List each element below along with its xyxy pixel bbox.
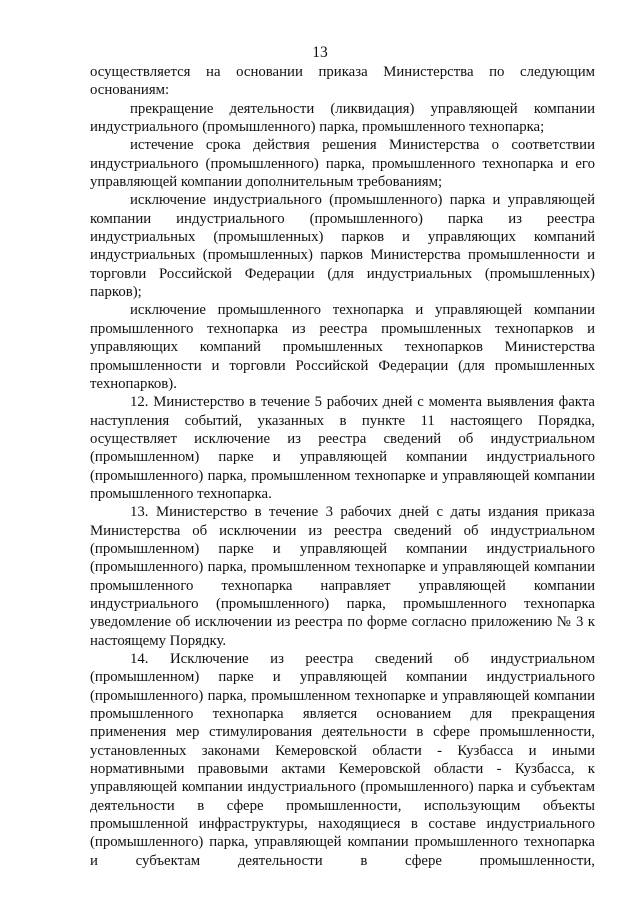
paragraph-ground-liquidation: прекращение деятельности (ликвидация) управляющей компании индустриального (промышленного) парка, промышленного технопарка; (90, 100, 595, 136)
page-number: 13 (312, 44, 328, 61)
paragraph-item-12: 12. Министерство в течение 5 рабочих дней с момента выявления факта наступления событий, указанных в пункте 11 настоящего Порядка, осуществляет исключение из реестра сведений об индустриальном (промышленном) парке и управляющей компании индустриального (промышленного) парка, промышленном технопарке и управляющей компании промышленного технопарка. (90, 394, 595, 502)
paragraph-continuation: осуществляется на основании приказа Министерства по следующим основаниям: (90, 64, 595, 99)
paragraph-item-14: 14. Исключение из реестра сведений об индустриальном (промышленном) парке и управляющей компании индустриального (промышленного) парка, промышленном технопарке и управляющей компании промышленного технопарка является основанием для прекращения применения мер стимулирования деятельности в сфере промышленности, установленных законами Кемеровской области - Кузбасса и иными нормативными правовыми актами Кемеровской области - Кузбасса, к управляющей компании индустриального (промышленного) парка и субъектам деятельности в сфере промышленности, использующим объекты промышленной инфраструктуры, находящиеся в составе индустриального (промышленного) парка, управляющей компании промышленного технопарка и субъектам деятельности в сфере промышленности, (90, 651, 595, 869)
paragraph-ground-technopark-exclusion: исключение промышленного технопарка и управляющей компании промышленного технопарка из реестра промышленных технопарков и управляющих компаний промышленных технопарков Министерства промышленности и торговли Российской Федерации (для промышленных технопарков). (90, 302, 595, 392)
paragraph-ground-industrial-park-exclusion: исключение индустриального (промышленного) парка и управляющей компании индустриального (промышленного) парка из реестра индустриальных (промышленных) парков и управляющих компаний индустриальных (промышленных) парков Министерства промышленности и торговли Российской Федерации (для индустриальных (промышленных) парков); (90, 192, 595, 301)
paragraph-item-13: 13. Министерство в течение 3 рабочих дней с даты издания приказа Министерства об исключении из реестра сведений об индустриальном (промышленном) парке и управляющей компании индустриального (промышленного) парка, промышленном технопарке и управляющей компании промышленного технопарка направляет управляющей компании индустриального (промышленного) парка, промышленного технопарка уведомление об исключении из реестра по форме согласно приложению № 3 к настоящему Порядку. (90, 504, 595, 649)
document-body (90, 63, 595, 870)
paragraph-ground-expiry: истечение срока действия решения Министерства о соответствии индустриального (промышленного) парка, промышленного технопарка и его управляющей компании дополнительным требованиям; (90, 137, 595, 191)
